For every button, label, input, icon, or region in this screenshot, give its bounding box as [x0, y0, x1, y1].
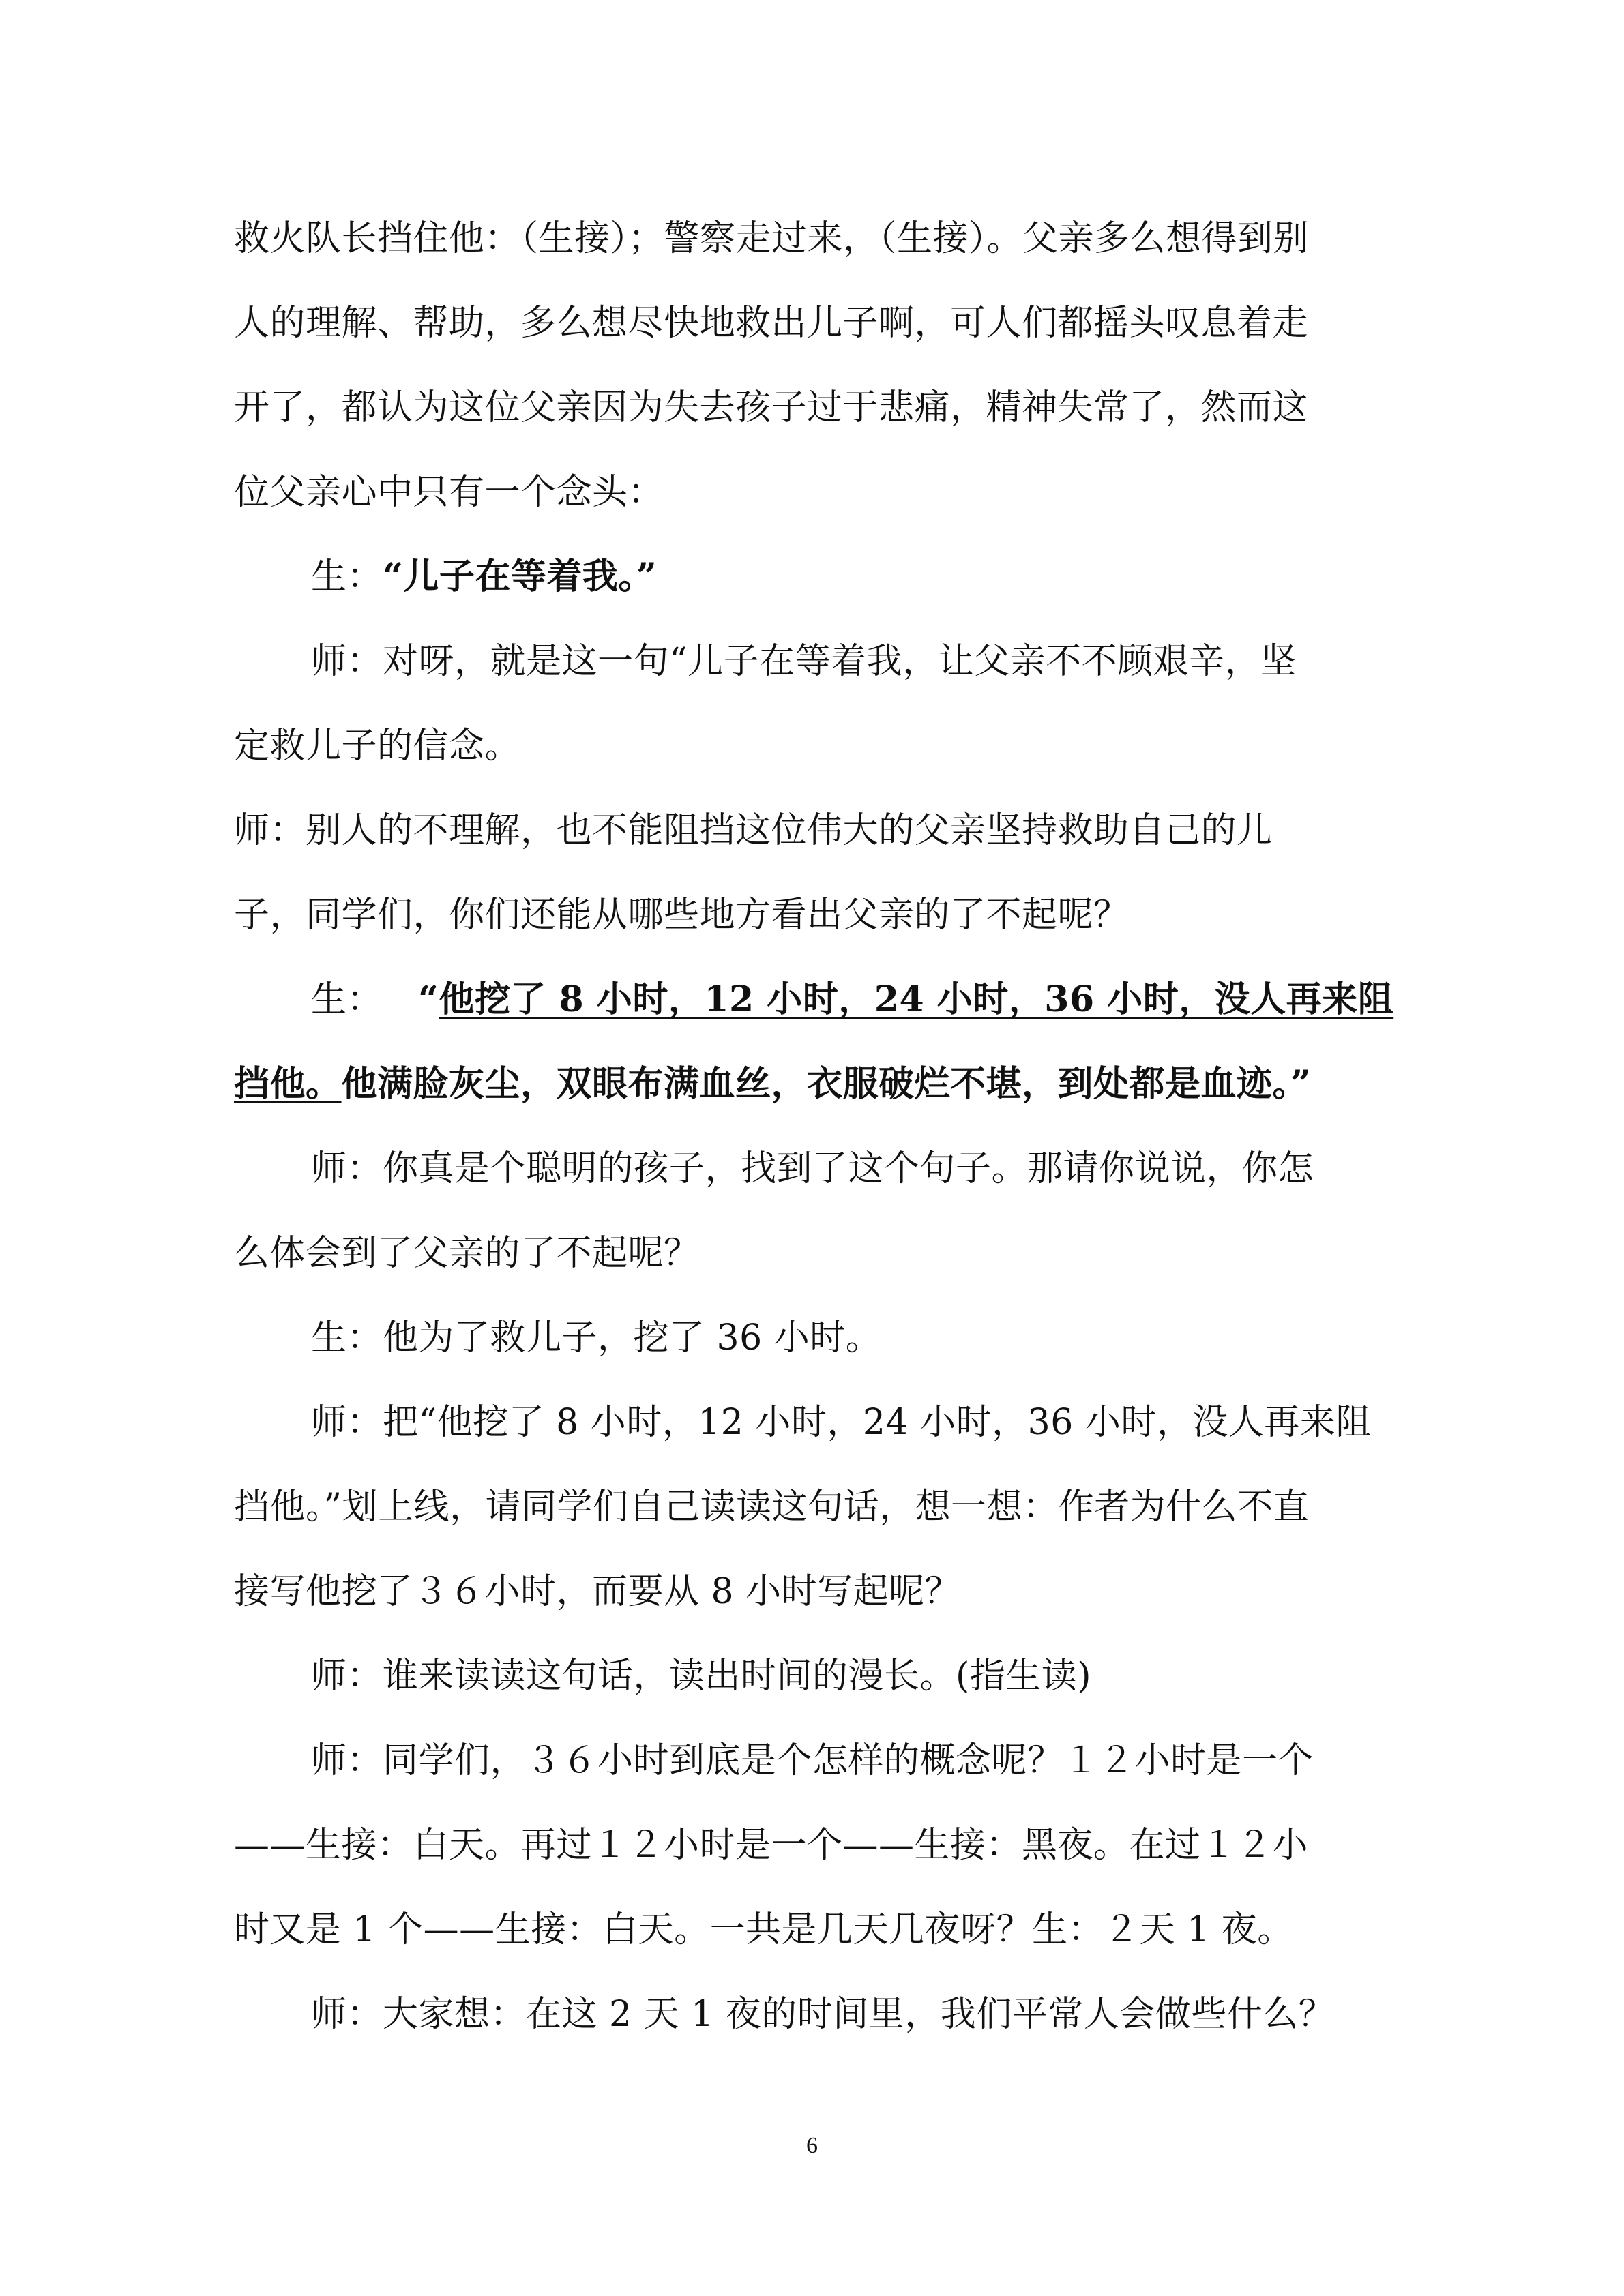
student-quote: 他满脸灰尘，双眼布满血丝，衣服破烂不堪，到处都是血迹。”	[341, 1063, 1312, 1105]
teacher-line: ——生接：白天。再过１２小时是一个——生接：黑夜。在过１２小	[234, 1825, 1309, 1866]
teacher-line: 子，同学们，你们还能从哪些地方看出父亲的了不起呢？	[234, 895, 1130, 936]
teacher-line: 师：你真是个聪明的孩子，找到了这个句子。那请你说说，你怎	[311, 1148, 1314, 1189]
teacher-line: 师：别人的不理解，也不能阻挡这位伟大的父亲坚持救助自己的儿	[234, 810, 1273, 851]
student-line: 生：他为了救儿子，挖了 36 小时。	[311, 1317, 882, 1358]
page-number: 6	[806, 2133, 818, 2158]
paragraph-line: 位父亲心中只有一个念头：	[234, 472, 664, 513]
teacher-line: 师：对呀，就是这一句“儿子在等着我，让父亲不不顾艰辛，坚	[311, 641, 1297, 682]
teacher-line: 师：大家想：在这 2 天 1 夜的时间里，我们平常人会做些什么？	[311, 1994, 1335, 2035]
student-quote: “儿子在等着我。”	[383, 556, 658, 597]
underlined-quote: 挡他。	[234, 1063, 342, 1105]
teacher-line: 接写他挖了３６小时，而要从 8 小时写起呢？	[234, 1571, 961, 1612]
paragraph-line: 人的理解、帮助，多么想尽快地救出儿子啊，可人们都摇头叹息着走	[234, 303, 1309, 344]
speaker-label: 生：	[311, 979, 383, 1020]
teacher-line: 么体会到了父亲的了不起呢？	[234, 1233, 700, 1274]
paragraph-line: 开了，都认为这位父亲因为失去孩子过于悲痛，精神失常了，然而这	[234, 387, 1309, 428]
student-reply-line	[311, 555, 657, 599]
student-reply-line	[234, 1062, 1311, 1106]
paragraph-line: 救火队长挡住他：（生接）；警察走过来，（生接）。父亲多么想得到别	[234, 218, 1310, 259]
teacher-line: 师：谁来读读这句话，读出时间的漫长。(指生读)	[311, 1656, 1092, 1697]
teacher-line: 师：把“他挖了 8 小时，12 小时，24 小时，36 小时，没人再来阻	[311, 1402, 1372, 1443]
student-reply-line	[311, 978, 1393, 1022]
underlined-quote: 他挖了 8 小时，12 小时，24 小时，36 小时，没人再来阻	[439, 979, 1394, 1020]
teacher-line: 挡他。”划上线，请同学们自己读读这句话，想一想：作者为什么不直	[234, 1487, 1310, 1527]
speaker-label: 生：	[311, 556, 383, 597]
teacher-line: 师：同学们，３６小时到底是个怎样的概念呢？１２小时是一个	[311, 1740, 1314, 1781]
open-quote: “	[418, 979, 439, 1020]
teacher-line: 时又是 1 个——生接：白天。一共是几天几夜呀？生：２天 1 夜。	[234, 1909, 1293, 1950]
teacher-line: 定救儿子的信念。	[234, 726, 521, 766]
